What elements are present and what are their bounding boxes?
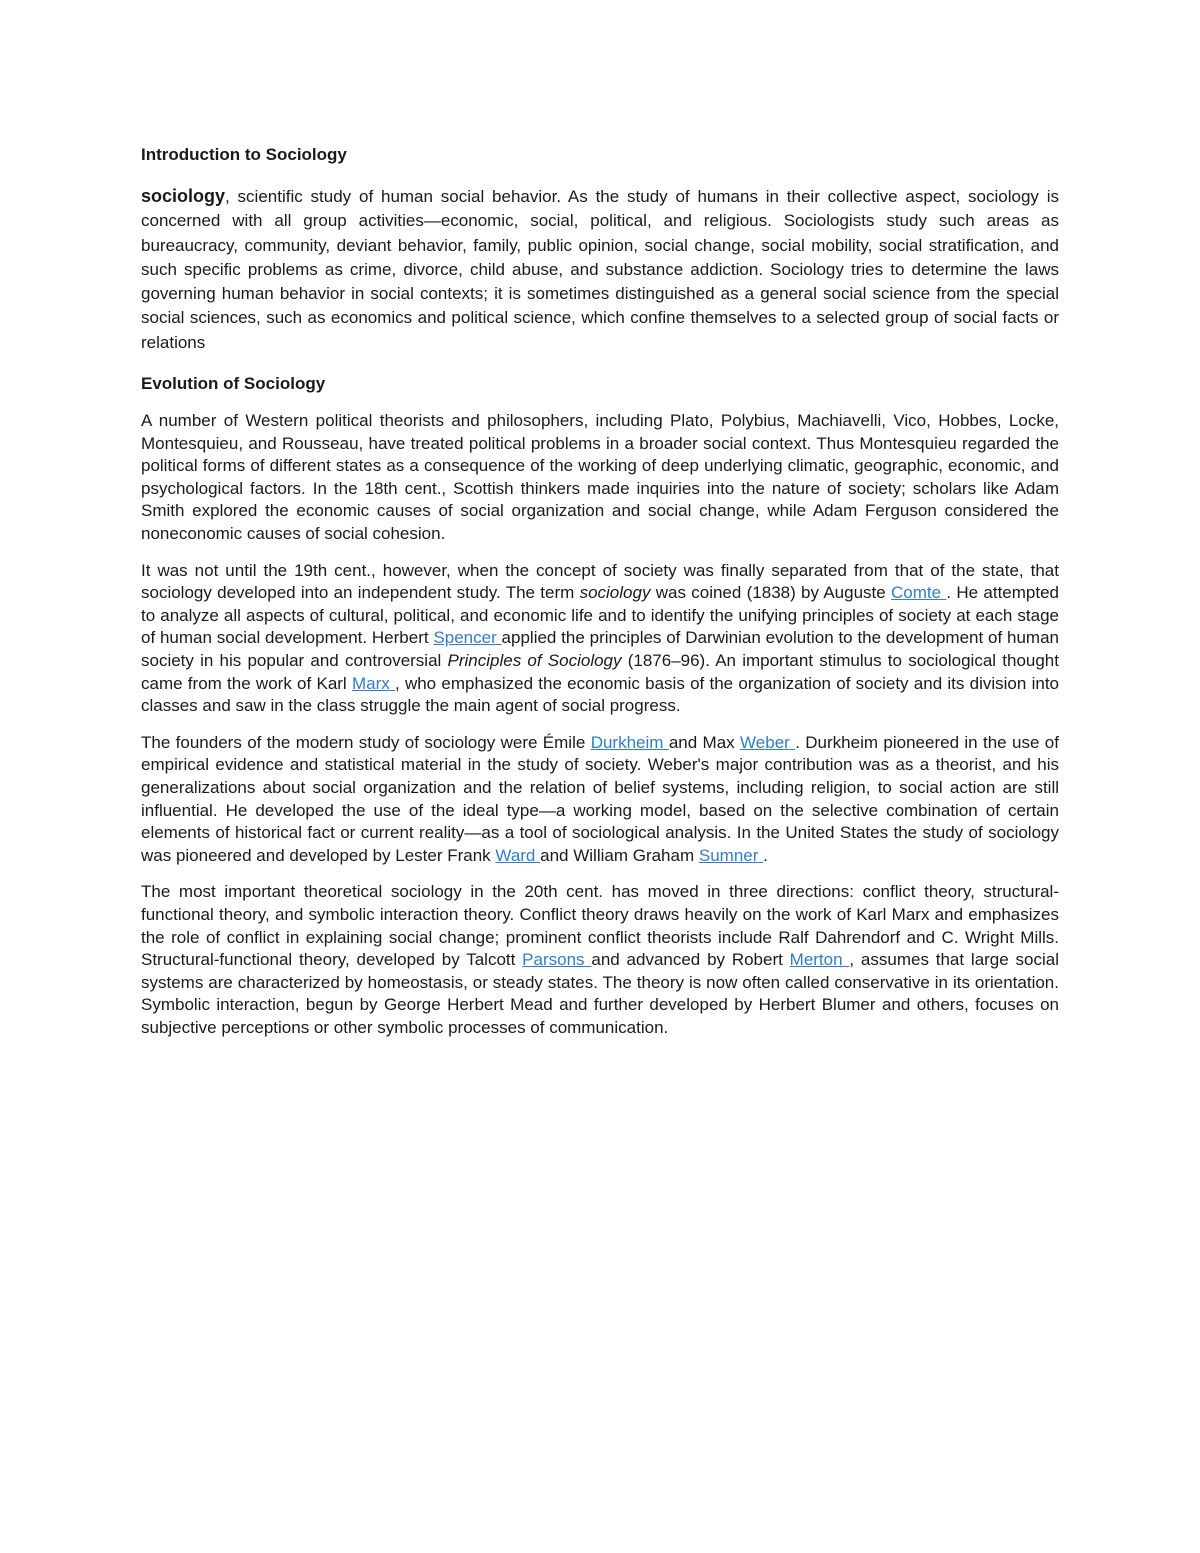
link-comte[interactable]: Comte [891, 583, 942, 603]
link-parsons[interactable]: Parsons [522, 950, 585, 970]
text-run: , assumes that large social systems are characterized by homeostasis, or steady states. The theory is now often called conservative in its orientation. Symbolic interaction, begun by George Herbert Mead and further developed by Herbert Blumer and others, focuses on subjective perceptions or other symbolic processes of communication. [141, 950, 1059, 1037]
text-run: and Max [668, 732, 741, 752]
text-run: The founders of the modern study of sociology were Émile [141, 732, 591, 752]
paragraph-founders [141, 732, 1059, 868]
text-run: was coined (1838) by Auguste [650, 583, 892, 603]
text-run: . Durkheim pioneered in the use of empirical evidence and statistical material in the study of society. Weber's major contribution was as a theorist, and his generalizations about social organization and the relation of belief systems, including religion, to social action are still influential. He developed the use of the ideal type—a working model, based on the selective combination of certain elements of historical fact or current reality—as a tool of sociological analysis. In the United States the study of sociology was pioneered and developed by Lester Frank [141, 732, 1059, 865]
text-run: applied the principles of Darwinian evolution to the development of human society in his popular and controversial [141, 628, 1059, 671]
text-run: It was not until the 19th cent., however, when the concept of society was finally separated from that of the state, that sociology developed into an independent study. The term [141, 560, 1059, 603]
document-page [141, 143, 1059, 1054]
link-weber[interactable]: Weber [740, 732, 790, 752]
paragraph-20th-century [141, 881, 1059, 1039]
intro-paragraph [141, 184, 1059, 355]
paragraph-19th-century [141, 560, 1059, 718]
intro-text: , scientific study of human social behavior. As the study of humans in their collective aspect, sociology is concerned with all group activities—economic, social, political, and religious. Sociologists study such areas as bureaucracy, community, deviant behavior, family, public opinion, social change, social mobility, social stratification, and such specific problems as crime, divorce, child abuse, and substance addiction. Sociology tries to determine the laws governing human behavior in social contexts; it is sometimes distinguished as a general social science from the special social sciences, such as economics and political science, which confine themselves to a selected group of social facts or relations [141, 187, 1059, 352]
text-run: and William Graham [540, 845, 699, 865]
paragraph-western-theorists: A number of Western political theorists and philosophers, including Plato, Polybius, Machiavelli, Vico, Hobbes, Locke, Montesquieu, and Rousseau, have treated political problems in a broader social context. Thus Montesquieu regarded the political forms of different states as a consequence of the working of deep underlying climatic, geographic, economic, and psychological factors. In the 18th cent., Scottish thinkers made inquiries into the nature of society; scholars like Adam Smith explored the economic causes of social organization and social change, while Adam Ferguson considered the noneconomic causes of social cohesion. [141, 411, 1059, 544]
text-run: (1876–96). An important stimulus to sociological thought came from the work of Karl [141, 651, 1059, 693]
text-run: . [763, 845, 768, 865]
link-durkheim[interactable]: Durkheim [590, 732, 664, 752]
link-sumner[interactable]: Sumner [698, 845, 759, 865]
link-marx[interactable]: Marx [351, 673, 390, 693]
link-ward[interactable]: Ward [495, 845, 536, 865]
section-heading: Evolution of Sociology [141, 374, 326, 394]
text-run: , who emphasized the economic basis of the organization of society and its division into classes and saw in the class struggle the main agent of social progress. [141, 673, 1059, 716]
text-run: The most important theoretical sociology in the 20th cent. has moved in three directions: conflict theory, structural-functional theory, and symbolic interaction theory. Conflict theory draws heavily on the work of Karl Marx and emphasizes the role of conflict in explaining social change; prominent conflict theorists include Ralf Dahrendorf and C. Wright Mills. Structural-functional theory, developed by Talcott [141, 882, 1059, 970]
defined-term: sociology [141, 186, 226, 206]
emphasis-book-title: Principles of Sociology [447, 651, 622, 671]
text-run: . He attempted to analyze all aspects of cultural, political, and economic life and to identify the unifying principles of society at each stage of human social development. Herbert [141, 583, 1059, 648]
page-title: Introduction to Sociology [141, 145, 347, 164]
link-spencer[interactable]: Spencer [433, 628, 497, 648]
link-merton[interactable]: Merton [789, 950, 843, 970]
text-run: and advanced by Robert [591, 950, 790, 970]
emphasis-sociology: sociology [579, 583, 651, 603]
